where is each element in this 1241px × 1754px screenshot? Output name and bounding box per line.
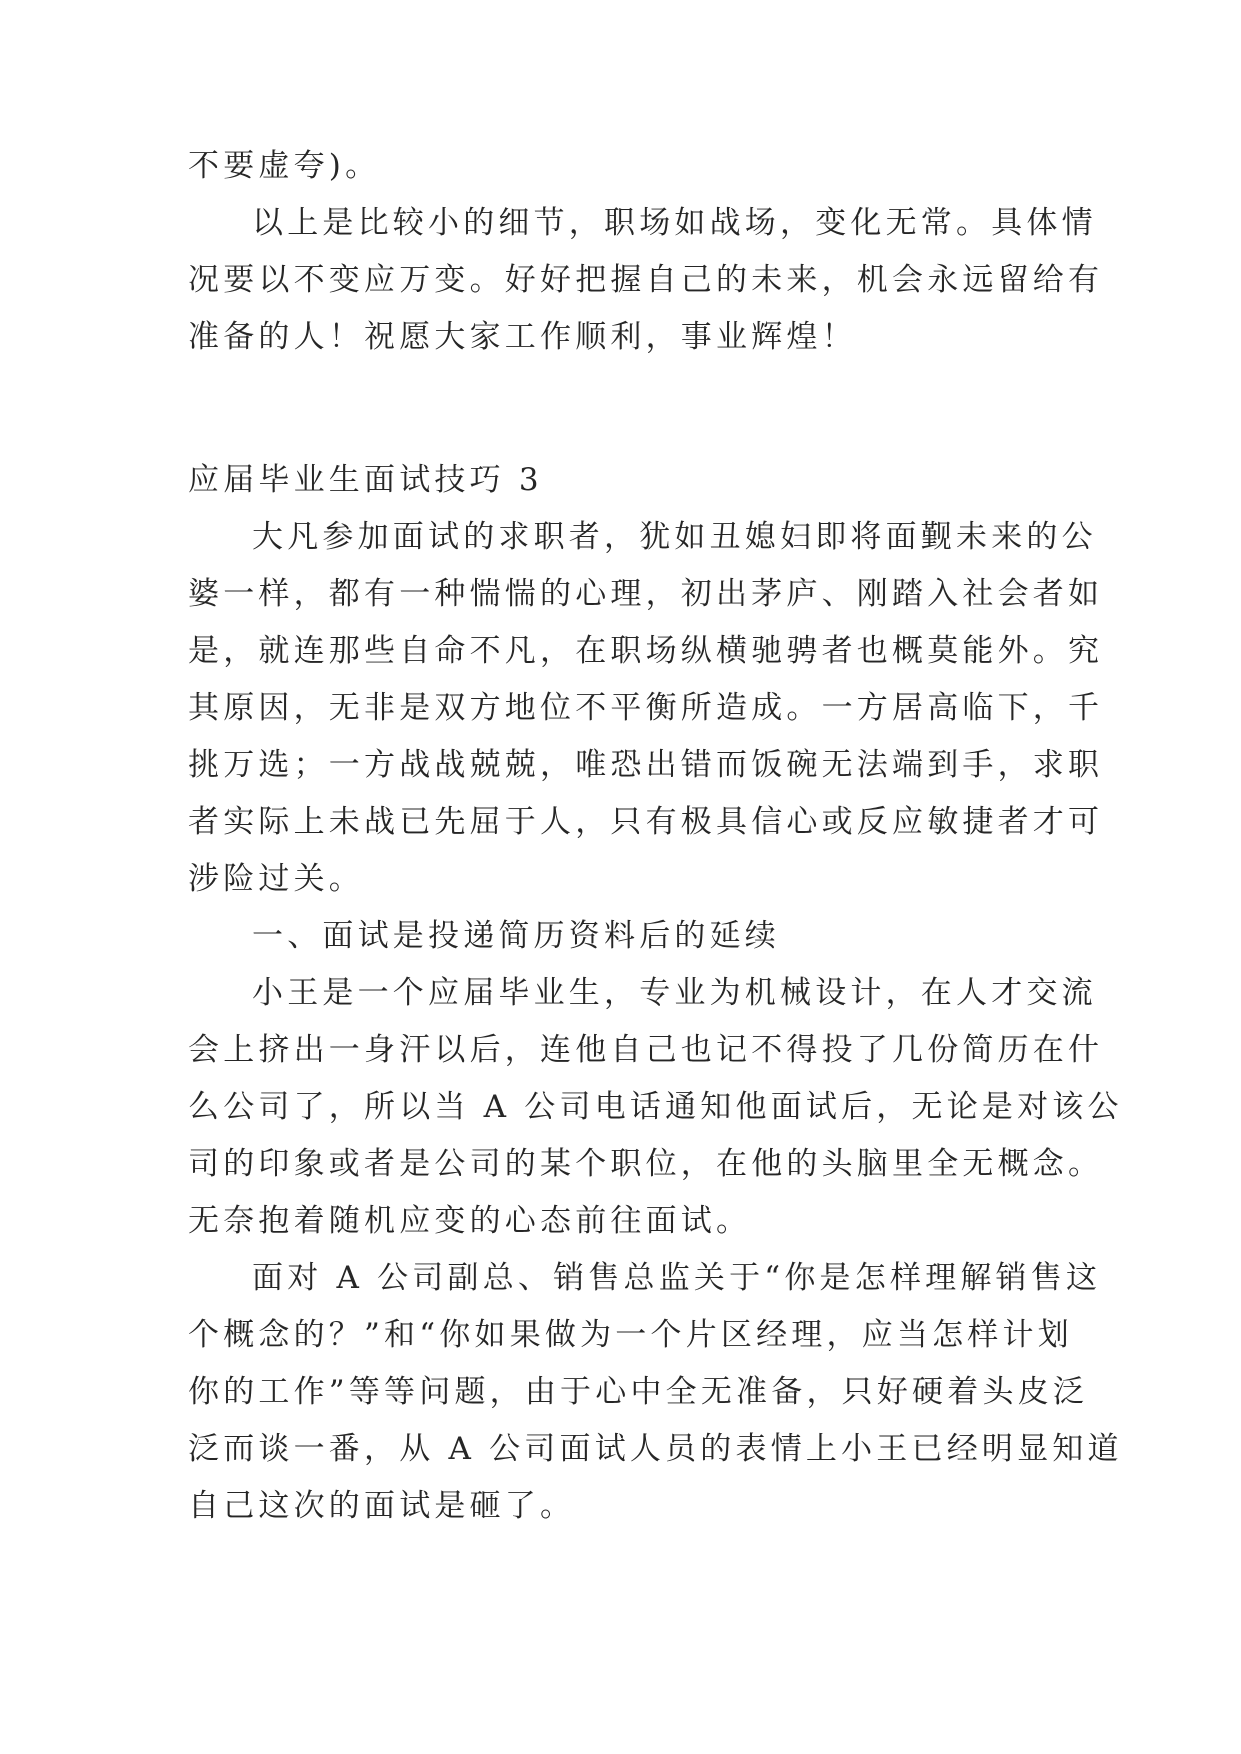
intro-paragraph-line: 是，就连那些自命不凡，在职场纵横驰骋者也概莫能外。究 <box>188 633 1104 669</box>
intro-paragraph-line: 挑万选；一方战战兢兢，唯恐出错而饭碗无法端到手，求职 <box>188 747 1104 783</box>
intro-paragraph-line: 其原因，无非是双方地位不平衡所造成。一方居高临下，千 <box>188 690 1104 726</box>
story-paragraph-line: 小王是一个应届毕业生，专业为机械设计，在人才交流 <box>252 975 1097 1011</box>
story-paragraph-line: 司的印象或者是公司的某个职位，在他的头脑里全无概念。 <box>188 1146 1104 1182</box>
summary-paragraph-line: 准备的人！祝愿大家工作顺利，事业辉煌！ <box>188 319 857 355</box>
point-heading: 一、面试是投递简历资料后的延续 <box>252 918 780 954</box>
section-title: 应届毕业生面试技巧 3 <box>188 462 543 498</box>
story-paragraph-line: 么公司了，所以当 A 公司电话通知他面试后，无论是对该公 <box>188 1089 1123 1125</box>
continuation-line: 不要虚夸)。 <box>188 148 381 184</box>
interview-paragraph-line: 泛而谈一番，从 A 公司面试人员的表情上小王已经明显知道 <box>188 1431 1123 1467</box>
interview-paragraph-line: 个概念的？”和“你如果做为一个片区经理，应当怎样计划 <box>188 1317 1073 1353</box>
summary-paragraph-line: 况要以不变应万变。好好把握自己的未来，机会永远留给有 <box>188 262 1104 298</box>
intro-paragraph-line: 婆一样，都有一种惴惴的心理，初出茅庐、刚踏入社会者如 <box>188 576 1104 612</box>
interview-paragraph-line: 你的工作”等等问题，由于心中全无准备，只好硬着头皮泛 <box>188 1374 1089 1410</box>
summary-paragraph-line: 以上是比较小的细节，职场如战场，变化无常。具体情 <box>252 205 1097 241</box>
intro-paragraph-line: 大凡参加面试的求职者，犹如丑媳妇即将面觐未来的公 <box>252 519 1097 555</box>
story-paragraph-line: 会上挤出一身汗以后，连他自己也记不得投了几份简历在什 <box>188 1032 1104 1068</box>
intro-paragraph-line: 涉险过关。 <box>188 861 364 897</box>
interview-paragraph-line: 自己这次的面试是砸了。 <box>188 1488 576 1524</box>
intro-paragraph-line: 者实际上未战已先屈于人，只有极具信心或反应敏捷者才可 <box>188 804 1104 840</box>
interview-paragraph-line: 面对 A 公司副总、销售总监关于“你是怎样理解销售这 <box>252 1260 1102 1296</box>
story-paragraph-line: 无奈抱着随机应变的心态前往面试。 <box>188 1203 752 1239</box>
